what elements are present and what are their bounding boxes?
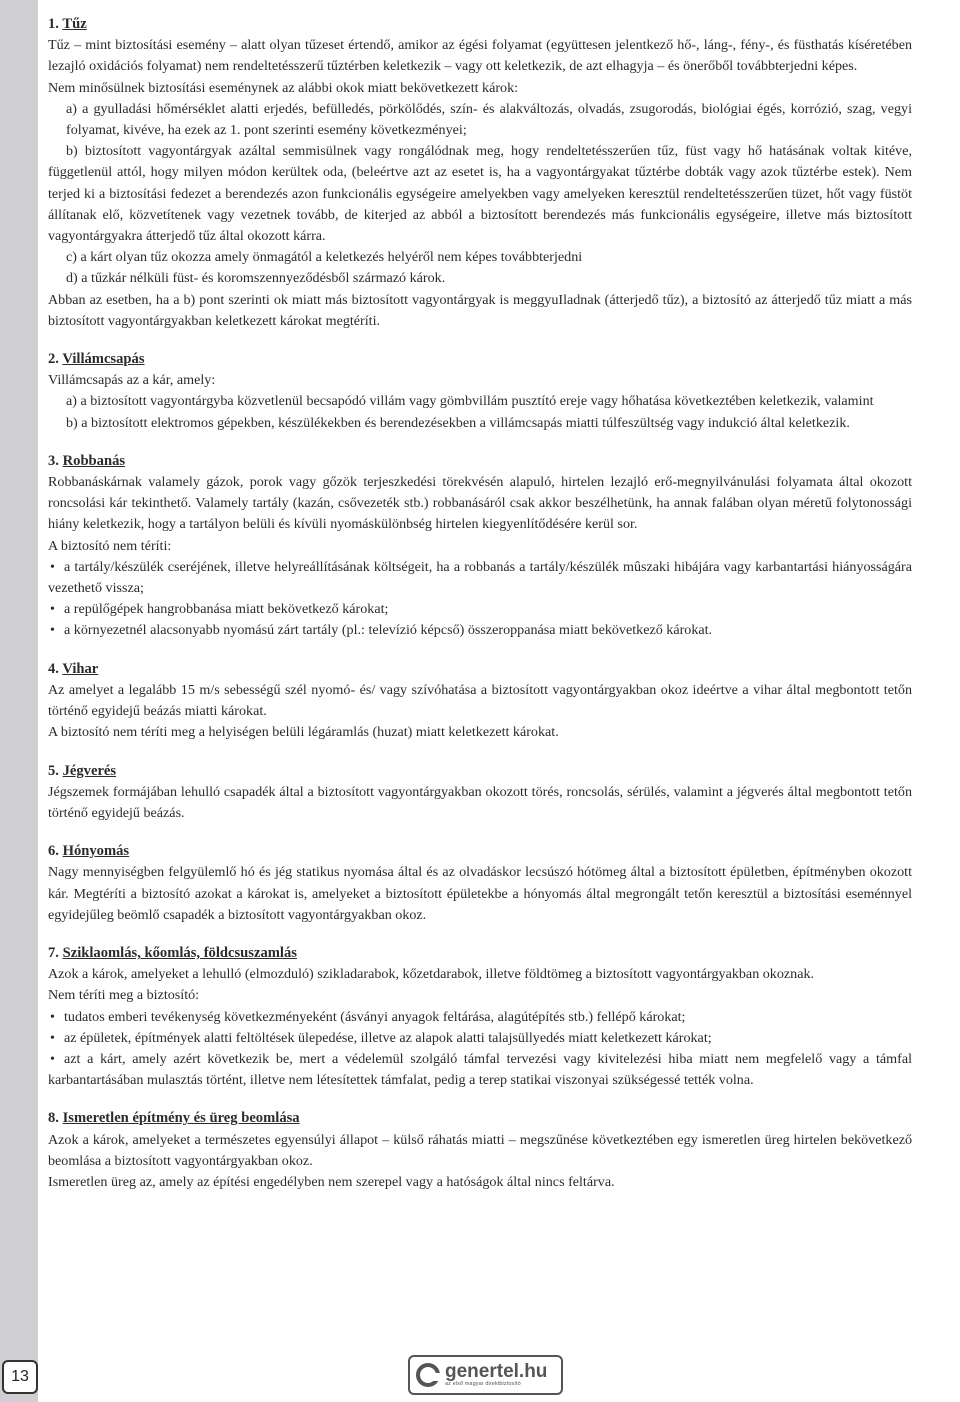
section-landslide	[48, 943, 912, 1091]
paragraph: Az amelyet a legalább 15 m/s sebességű szél nyomó- és/ vagy szívóhatása a biztosított vagyontárgyakban okoz ideértve a vihar által megbontott tetőn történő egyidejű beázás miatti károkat.	[48, 681, 912, 720]
bullet-item: • az épületek, építmények alatti feltöltések ülepedése, illetve az alapok alatti talajsüllyedés miatt keletkezett károkat;	[50, 1029, 712, 1046]
section-fire	[48, 14, 912, 332]
logo-tagline: az első magyar direktbiztosító	[445, 1381, 521, 1387]
section-title: Robbanás	[62, 452, 126, 469]
bullet-text: azt a kárt, amely azért következik be, mert a védelemül szolgáló támfal tervezési vagy kivitelezési hiba miatt nem megfelelő vagy a támfal karbantartásában mulasztás történt, illetve nem létesítettek támfalat, pedig a terep statikai viszonyai szükségessé tették volna.	[48, 1050, 912, 1089]
section-title: Jégverés	[62, 762, 117, 779]
paragraph: Nem minősülnek biztosítási eseménynek az alábbi okok miatt bekövetkezett károk:	[48, 79, 519, 96]
section-number: 5.	[48, 762, 59, 779]
section-title: Sziklaomlás, kőomlás, földcsuszamlás	[62, 944, 297, 961]
section-heading	[48, 761, 912, 782]
paragraph: Villámcsapás az a kár, amely:	[48, 372, 216, 389]
list-item: d) a tűzkár nélküli füst- és koromszennyeződésből származó károk.	[66, 270, 446, 287]
paragraph: Robbanáskárnak valamely gázok, porok vagy gőzök terjeszkedési törekvésén alapuló, hirtelen lezajló erő-megnyilvánulási folyamata által okozott roncsolási kár tekinthető. Valamely tartály (kazán, csővezeték stb.) robbanásáról csak akkor beszélhetünk, ha annak falában olyan méretű folytonossági hiány keletkezik, hogy a tartályon belüli és kívüli nyomáskülönbség hirtelen kiegyenlítődésére kerül sor.	[48, 474, 912, 533]
paragraph: Jégszemek formájában lehulló csapadék által a biztosított vagyontárgyakban okozott törés, roncsolás, sérülés, valamint a jégverés által megbontott tetőn történő egyidejű beázás.	[48, 783, 912, 821]
page-number: 13	[2, 1360, 38, 1394]
logo-text	[445, 1362, 547, 1388]
section-title: Vihar	[62, 660, 99, 677]
section-hail	[48, 761, 912, 825]
paragraph: Abban az esetben, ha a b) pont szerinti ok miatt más biztosított vagyontárgyak is meggyuIladnak (átterjedő tűz), a biztosító az átterjedő tűz miatt a más biztosított vagyontárgyakban keletkezett károkat megtéríti.	[48, 291, 912, 329]
list-item: b) a biztosított elektromos gépekben, készülékekben és berendezésekben a villámcsapás miatti túlfeszültség vagy indukció által keletkezik.	[66, 414, 850, 431]
list-item: a) a biztosított vagyontárgyba közvetlenül becsapódó villám vagy gömbvillám pusztító ereje vagy hőhatása következtében keletkezik, valamint	[66, 393, 874, 410]
section-title: Hónyomás	[62, 843, 130, 860]
section-number: 8.	[48, 1110, 59, 1127]
bullet-text: a repülőgépek hangrobbanása miatt bekövetkező károkat;	[64, 601, 389, 618]
bullet-item: • tudatos emberi tevékenység következményeként (ásványi anyagok feltárása, alagútépítés stb.) fellépő károkat;	[50, 1008, 686, 1025]
section-heading	[48, 14, 912, 35]
section-title: Ismeretlen építmény és üreg beomlása	[62, 1110, 300, 1127]
bullet-item: • azt a kárt, amely azért következik be, mert a védelemül szolgáló támfal tervezési vagy kivitelezési hiba miatt nem megfelelő vagy a támfal karbantartásában mulasztás történt, illetve nem létesítettek támfalat, pedig a terep statikai viszonyai szükségessé tették volna.	[48, 1050, 912, 1089]
paragraph: Nem téríti meg a biztosító:	[48, 987, 200, 1004]
bullet-item: • a tartály/készülék cseréjének, illetve helyreállításának költségeit, ha a robbanás a tartály/készülék mûszaki hibájára vagy karbantartási hiányosságára vezethető vissza;	[48, 558, 912, 597]
document-body	[48, 14, 912, 1193]
bullet-text: a környezetnél alacsonyabb nyomású zárt tartály (pl.: televízió képcső) összeroppanása miatt bekövetkező károkat.	[64, 622, 713, 639]
section-heading	[48, 1108, 912, 1129]
section-heading	[48, 943, 912, 964]
section-number: 7.	[48, 944, 59, 961]
section-heading	[48, 659, 912, 680]
generali-logo	[408, 1355, 563, 1395]
section-title: Villámcsapás	[62, 351, 145, 368]
section-number: 1.	[48, 16, 59, 32]
list-item: a) a gyulladási hőmérséklet alatti erjedés, befülledés, pörkölődés, szín- és alakváltozás, olvadás, zsugorodás, biológiai égés, korrózió, szag, vegyi folyamat, kivéve, ha ezek az 1. pont szerinti esemény következményei;	[66, 100, 912, 139]
section-explosion	[48, 451, 912, 642]
list-item: b) biztosított vagyontárgyak azáltal semmisülnek vagy rongálódnak meg, hogy rendeltetésszerűen tűz, füst vagy hő hatásának voltak kitéve, függetlenül attól, hogy milyen módon kerültek oda, (beleértve azt az esetet is, ha a vagyontárgyakat tűztérbe dobták vagy azok tűztérbe estek). Nem terjed ki a biztosítási fedezet a berendezés azon funkcionális egységeire amelyekben vagy amelyeken keresztül rendeltetésszerűen tüzet, hőt vagy füstöt állítanak elő, közvetítenek vagy vezetnek tovább, de kiterjed az abból a biztosított berendezés más funkcionális egységeire, illetve más biztosított vagyontárgyakra átterjedő tűz által okozott kárra.	[48, 143, 912, 245]
section-cavity-collapse	[48, 1108, 912, 1193]
section-number: 2.	[48, 351, 59, 368]
side-margin-bar	[0, 0, 38, 1402]
paragraph: A biztosító nem téríti:	[48, 537, 172, 554]
paragraph: Nagy mennyiségben felgyülemlő hó és jég statikus nyomása által és az olvadáskor lecsúszó hótömeg által a biztosított épületben, építményben okozott kár. Megtéríti a biztosító azokat a károkat is, amelyeket a biztosított épületekbe a hónyomás által megrongált tetőn keresztül a biztosítási eseménnyel egyidejűleg beömlő csapadék a biztosított vagyontárgyakban okoz.	[48, 864, 912, 923]
section-heading	[48, 349, 912, 370]
bullet-text: az épületek, építmények alatti feltöltések ülepedése, illetve az alapok alatti talajsüllyedés miatt keletkezett károkat;	[64, 1029, 712, 1046]
list-item: c) a kárt olyan tűz okozza amely önmagától a keletkezés helyéről nem képes továbbterjedni	[66, 249, 583, 266]
section-title: Tűz	[62, 16, 87, 32]
section-number: 4.	[48, 660, 59, 677]
section-number: 3.	[48, 452, 59, 469]
section-heading	[48, 841, 912, 862]
section-heading	[48, 451, 912, 472]
bullet-item: • a környezetnél alacsonyabb nyomású zárt tartály (pl.: televízió képcső) összeroppanása miatt bekövetkező károkat.	[50, 622, 713, 639]
logo-g-icon	[416, 1363, 440, 1387]
section-lightning	[48, 349, 912, 434]
bullet-text: tudatos emberi tevékenység következményeként (ásványi anyagok feltárása, alagútépítés stb.) fellépő károkat;	[64, 1008, 686, 1025]
section-storm	[48, 659, 912, 744]
section-number: 6.	[48, 843, 59, 860]
paragraph: Azok a károk, amelyeket a lehulló (elmozduló) szikladarabok, kőzetdarabok, illetve földtömeg a biztosított vagyontárgyakban okoznak.	[48, 966, 815, 983]
paragraph: Azok a károk, amelyeket a természetes egyensúlyi állapot – külső ráhatás miatti – megszűnése következtében egy ismeretlen üreg hirtelen bekövetkező beomlása a biztosított vagyontárgyakban okoz.	[48, 1131, 912, 1169]
section-snow-load	[48, 841, 912, 926]
paragraph: A biztosító nem téríti meg a helyiségen belüli légáramlás (huzat) miatt keletkezett károkat.	[48, 724, 559, 741]
bullet-text: a tartály/készülék cseréjének, illetve helyreállításának költségeit, ha a robbanás a tartály/készülék mûszaki hibájára vagy karbantartási hiányosságára vezethető vissza;	[48, 558, 912, 597]
bullet-item: • a repülőgépek hangrobbanása miatt bekövetkező károkat;	[50, 601, 389, 618]
logo-name: genertel.hu	[445, 1361, 548, 1382]
paragraph: Tűz – mint biztosítási esemény – alatt olyan tűzeset értendő, amikor az égési folyamat (együttesen jelentkező hő-, láng-, fény-, és füsthatás kíséretében lezajló oxidációs folyamat) nem rendeltetésszerű tűztérben keletkezik – vagy ott keletkezik, de azt elhagyja – és önerőből továbbterjedni képes.	[48, 37, 912, 75]
paragraph: Ismeretlen üreg az, amely az építési engedélyben nem szerepel vagy a hatóságok által nincs feltárva.	[48, 1173, 615, 1190]
